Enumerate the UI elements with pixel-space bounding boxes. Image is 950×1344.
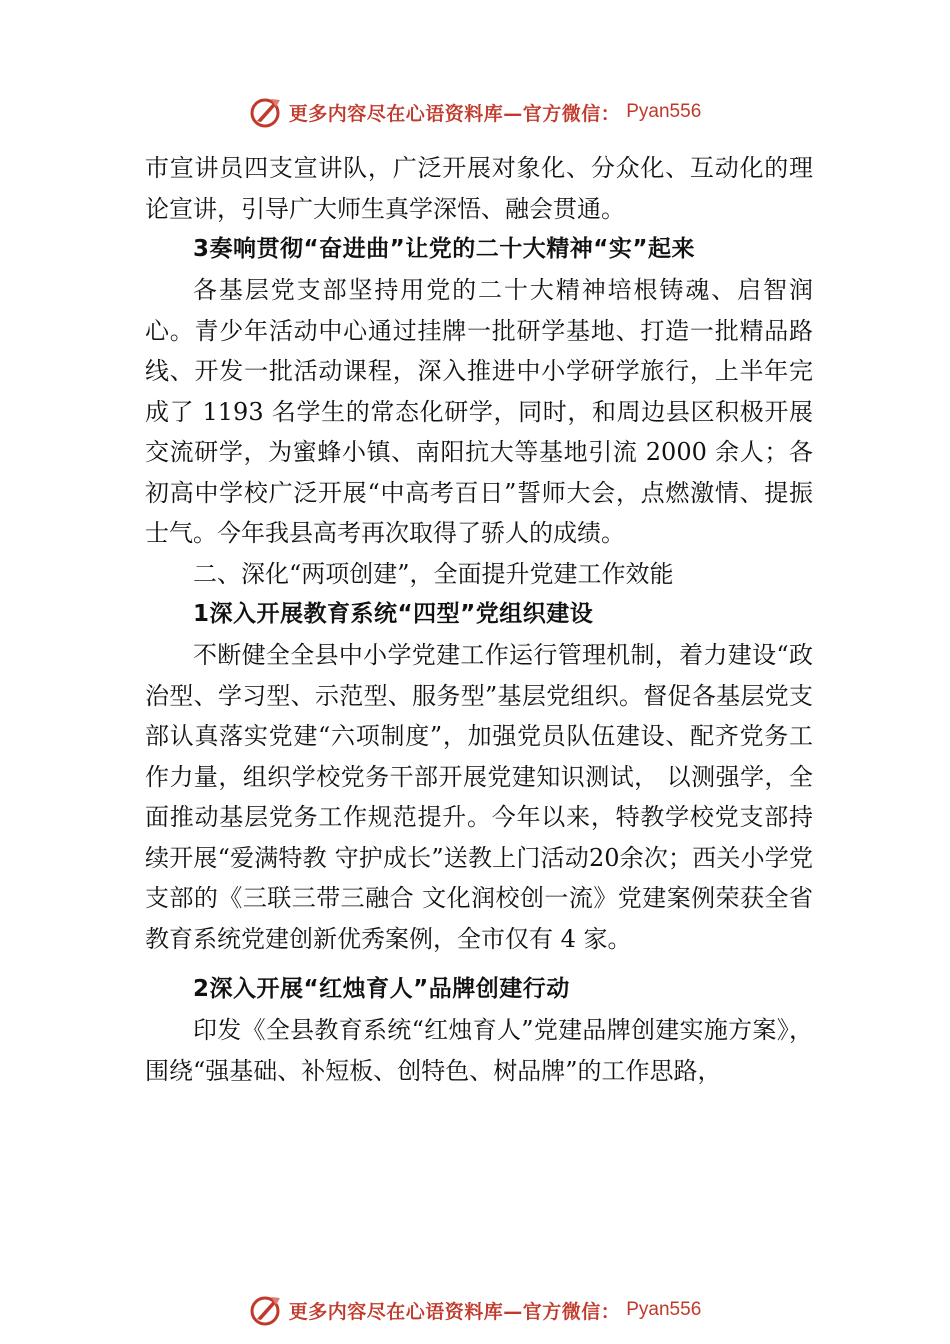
- paragraph: 印发《全县教育系统“红烛育人”党建品牌创建实施方案》，围绕“强基础、补短板、创特色、树品牌”的工作思路，: [145, 1016, 813, 1085]
- banner-wechat-id: Pyan556: [626, 1299, 702, 1320]
- header-banner: [0, 92, 950, 132]
- banner-text: 更多内容尽在心语资料库—官方微信：: [288, 1300, 621, 1323]
- section-heading: 2深入开展“红烛育人”品牌创建行动: [193, 976, 570, 1002]
- footer-banner: [0, 1290, 950, 1330]
- section-heading: 3奏响贯彻“奋进曲”让党的二十大精神“实”起来: [193, 236, 695, 262]
- quill-logo-icon: [249, 1293, 283, 1327]
- banner-wechat-id: Pyan556: [626, 101, 702, 122]
- banner-text: 更多内容尽在心语资料库—官方微信：: [288, 102, 621, 125]
- document-body: [145, 148, 813, 1091]
- paragraph: 巿宣讲员四支宣讲队，广泛开展对象化、分众化、互动化的理论宣讲，引导广大师生真学深悟、融会贯通。: [145, 154, 813, 223]
- section-heading: 1深入开展教育系统“四型”党组织建设: [193, 601, 594, 627]
- section-title: 二、深化“两项创建”，全面提升党建工作效能: [193, 559, 674, 588]
- paragraph: 不断健全全县中小学党建工作运行管理机制，着力建设“政治型、学习型、示范型、服务型”基层党组织。督促各基层党支部认真落实党建“六项制度”，加强党员队伍建设、配齐党务工作力量，组织学校党务干部开展党建知识测试， 以测强学，全面推动基层党务工作规范提升。今年以来，特教学校党支部持续开展“爱满特教 守护成长”送教上门活动20余次；西关小学党支部的《三联三带三融合 文化润校创一流》党建案例荣获全省教育系统党建创新优秀案例，全市仅有 4 家。: [145, 641, 813, 953]
- quill-logo-icon: [249, 95, 283, 129]
- paragraph: 各基层党支部坚持用党的二十大精神培根铸魂、启智润心。青少年活动中心通过挂牌一批研学基地、打造一批精品路线、开发一批活动课程，深入推进中小学研学旅行，上半年完成了 1193 名学生的常态化研学，同时，和周边县区积极开展交流研学，为蜜蜂小镇、南阳抗大等基地引流 2000 余人；各初高中学校广泛开展“中高考百日”誓师大会，点燃激情、提振士气。今年我县高考再次取得了骄人的成绩。: [145, 276, 813, 547]
